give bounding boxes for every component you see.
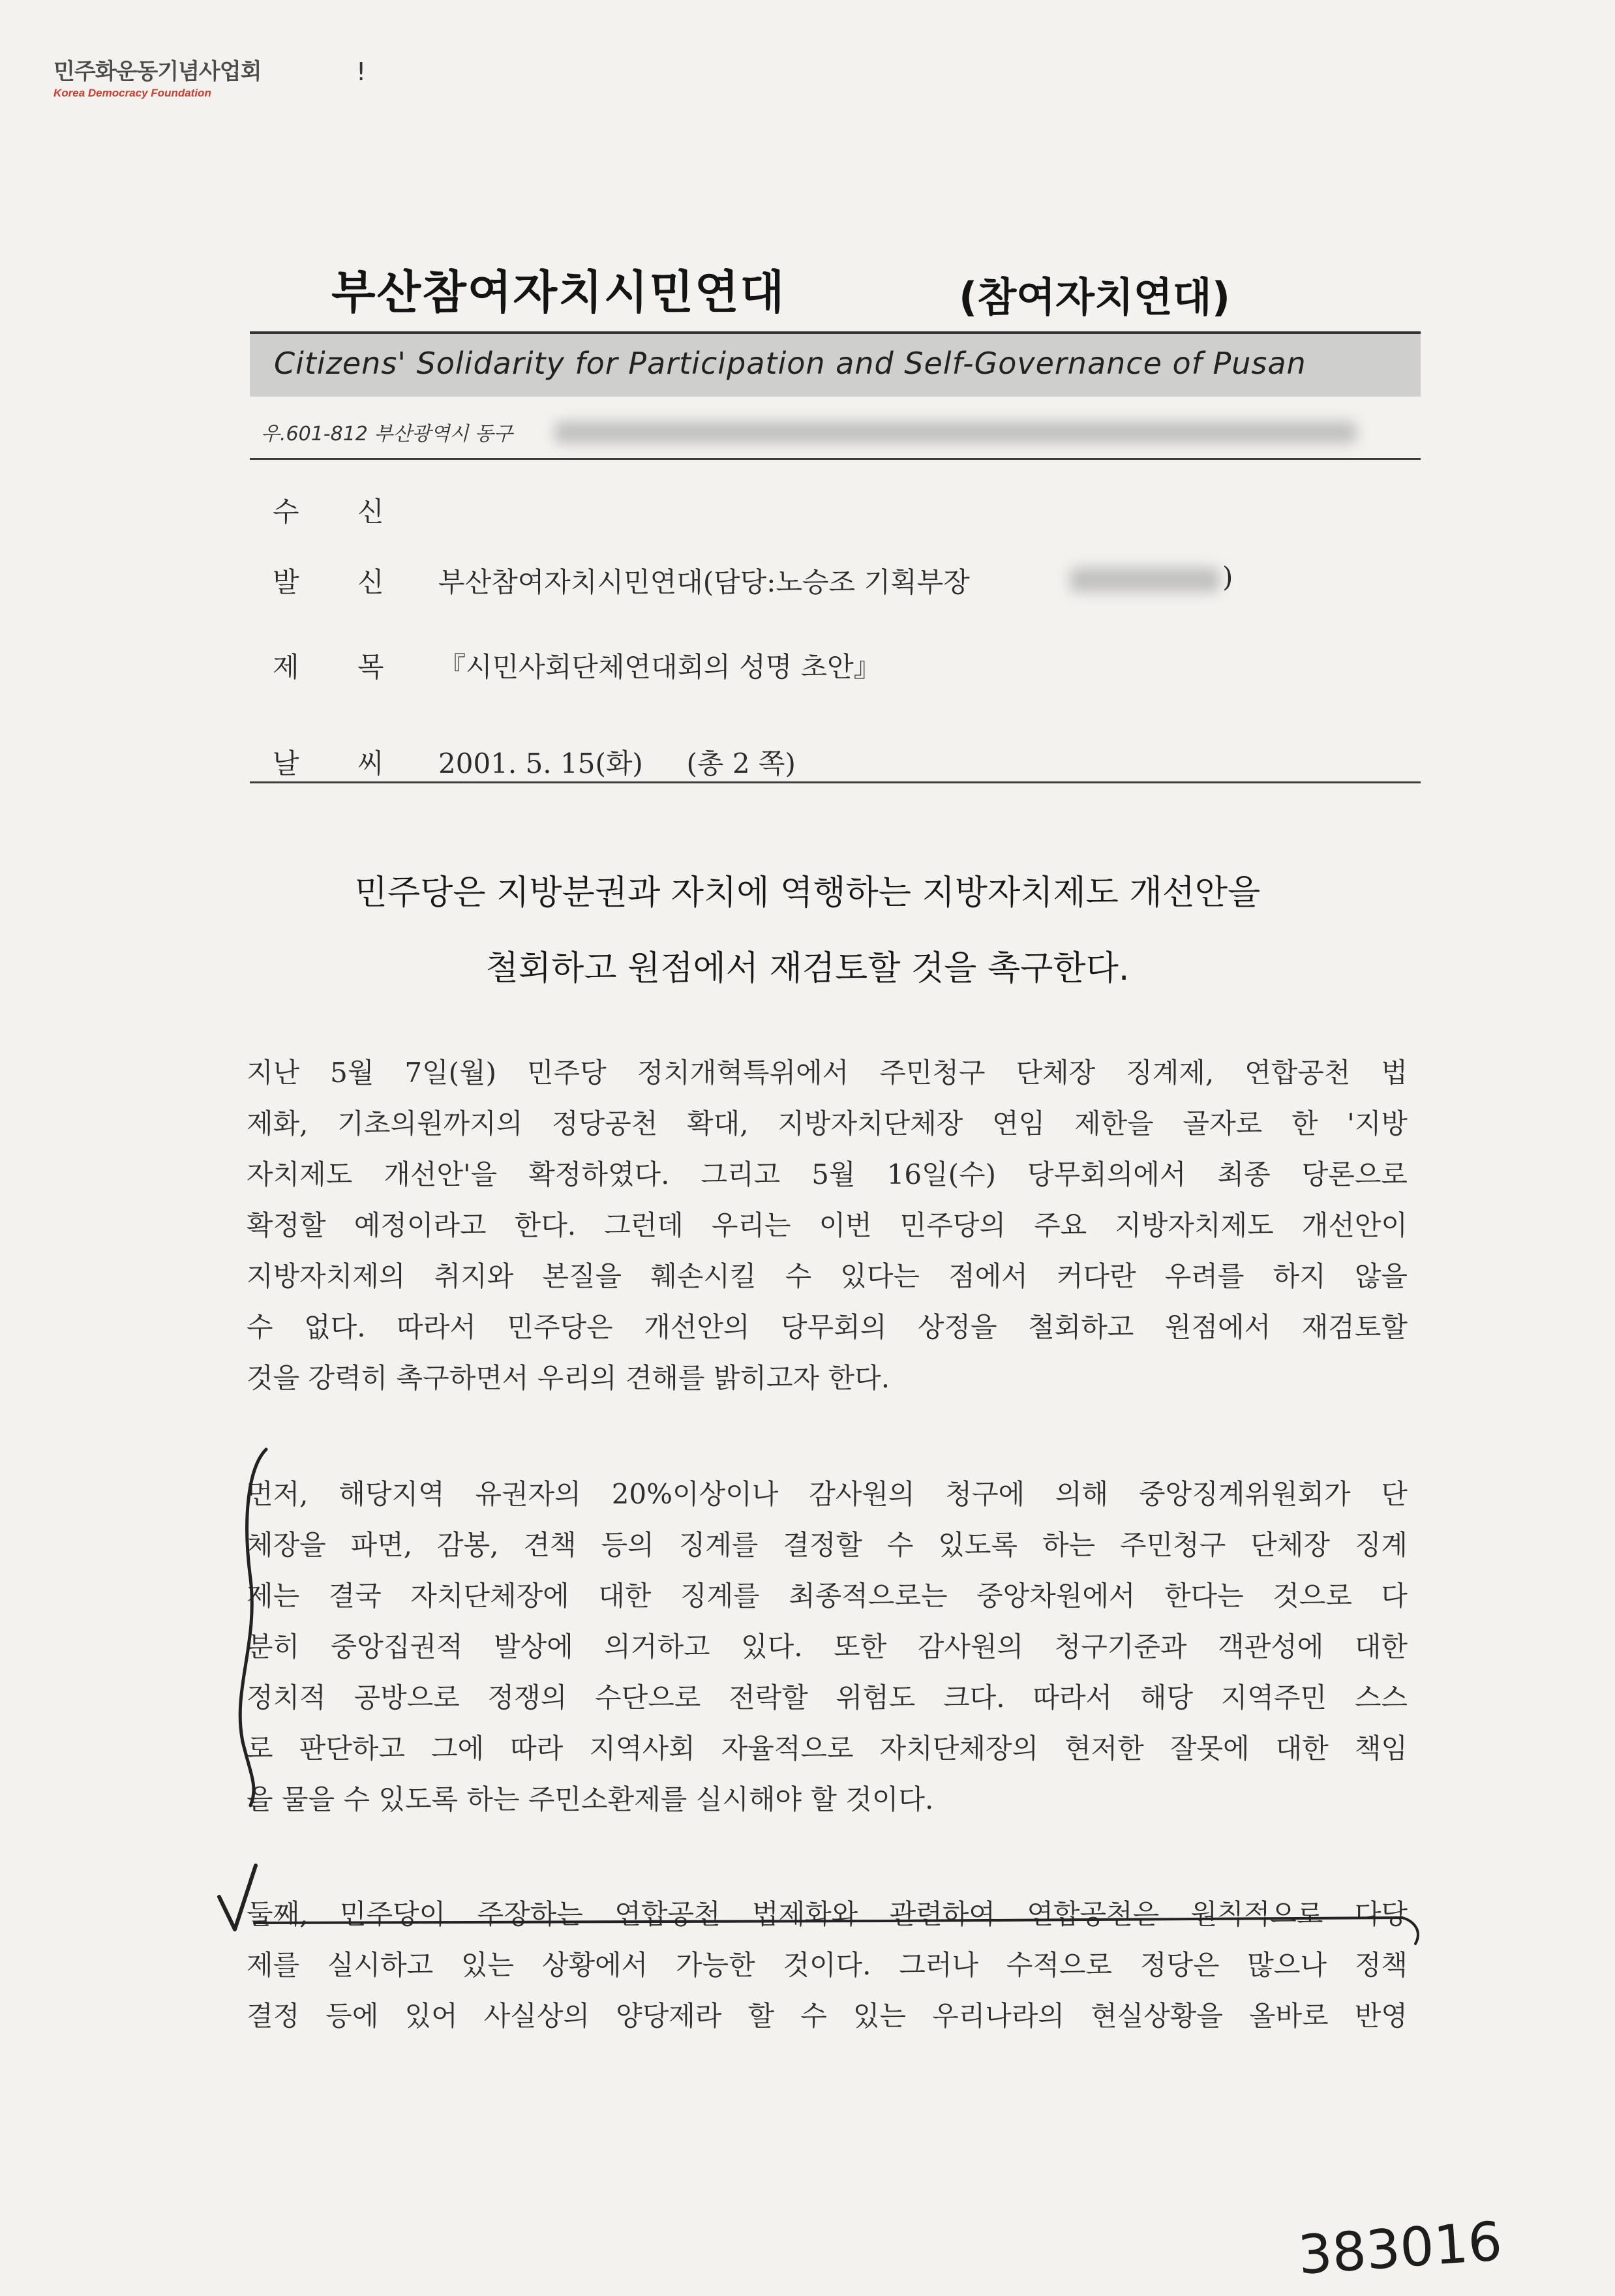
sender-close-paren: )	[1222, 561, 1233, 593]
subject-key-1: 제	[273, 651, 299, 683]
bracket-mark-icon	[240, 1449, 266, 1805]
text-line: 확정할 예정이라고 한다. 그런데 우리는 이번 민주당의 주요 지방자치제도 개선안이	[247, 1209, 1408, 1241]
org-abbreviation: (참여자치연대)	[959, 273, 1231, 321]
logo-korean: 민주화운동기념사업회	[53, 59, 262, 85]
text-line: 것을 강력히 촉구하면서 우리의 견해를 밝히고자 한다.	[247, 1362, 890, 1394]
text-line: 지방자치제의 취지와 본질을 훼손시킬 수 있다는 점에서 커다란 우려를 하지 않을	[247, 1260, 1408, 1292]
text-line: 수 없다. 따라서 민주당은 개선안의 당무회의 상정을 철회하고 원점에서 재검토할	[247, 1311, 1408, 1343]
pencil-mark-icon: ǃ	[357, 57, 365, 86]
date-key-2: 씨	[357, 748, 384, 779]
text-line: 먼저, 해당지역 유권자의 20%이상이나 감사원의 청구에 의해 중앙징계위원회가 단	[247, 1478, 1408, 1510]
text-line: 제화, 기초의원까지의 정당공천 확대, 지방자치단체장 연임 제한을 골자로 한 '지방	[247, 1108, 1408, 1140]
sender-key-2: 신	[357, 566, 384, 598]
archive-number: 383016	[1296, 2211, 1504, 2287]
subject-value: 『시민사회단체연대회의 성명 초안』	[438, 651, 881, 683]
text-line: 제는 결국 자치단체장에 대한 징계를 최종적으로는 중앙차원에서 한다는 것으로 다	[247, 1580, 1408, 1612]
text-line: 둘째, 민주당이 주장하는 연합공천 법제화와 관련하여 연합공천은 원칙적으로 다당	[247, 1898, 1408, 1930]
text-line: 체장을 파면, 감봉, 견책 등의 징계를 결정할 수 있도록 하는 주민청구 단체장 징계	[247, 1529, 1408, 1561]
underline-mark-icon	[254, 1918, 1418, 1944]
text-line: 제를 실시하고 있는 상황에서 가능한 것이다. 그러나 수적으로 정당은 많으나 정책	[247, 1949, 1408, 1981]
statement-title-line-1: 민주당은 지방분권과 자치에 역행하는 지방자치제도 개선안을	[354, 873, 1261, 913]
text-line: 정치적 공방으로 정쟁의 수단으로 전락할 위험도 크다. 따라서 해당 지역주민 스스	[247, 1682, 1408, 1714]
org-name: 부산참여자치시민연대	[331, 265, 786, 319]
sender-key-1: 발	[273, 566, 299, 598]
sender-value: 부산참여자치시민연대(담당:노승조 기획부장	[438, 566, 970, 598]
recipient-key-2: 신	[357, 496, 384, 528]
text-line: 결정 등에 있어 사실상의 양당제라 할 수 있는 우리나라의 현실상황을 올바로 반영	[247, 2000, 1408, 2032]
date-key-1: 날	[273, 748, 299, 779]
checkmark-icon	[219, 1865, 256, 1929]
text-line: 지난 5월 7일(월) 민주당 정치개혁특위에서 주민청구 단체장 징계제, 연합공천 법	[247, 1057, 1408, 1089]
text-line: 자치제도 개선안'을 확정하였다. 그리고 5월 16일(수) 당무회의에서 최종 당론으로	[247, 1158, 1408, 1190]
text-line: 을 물을 수 있도록 하는 주민소환제를 실시해야 할 것이다.	[247, 1783, 934, 1815]
text-line: 로 판단하고 그에 따라 지역사회 자율적으로 자치단체장의 현저한 잘못에 대한 책임	[247, 1732, 1408, 1764]
address: 우.601-812 부산광역시 동구	[261, 423, 513, 446]
statement-title-line-2: 철회하고 원점에서 재검토할 것을 촉구한다.	[485, 949, 1130, 988]
org-name-english: Citizens' Solidarity for Participation and Self-Governance of Pusan	[274, 346, 1306, 381]
recipient-key-1: 수	[273, 496, 299, 528]
logo-english: Korea Democracy Foundation	[53, 87, 211, 99]
text-line: 분히 중앙집권적 발상에 의거하고 있다. 또한 감사원의 청구기준과 객관성에 대한	[247, 1631, 1408, 1663]
subject-key-2: 목	[357, 651, 384, 683]
date-value: 2001. 5. 15(화) (총 2 쪽)	[438, 748, 796, 779]
